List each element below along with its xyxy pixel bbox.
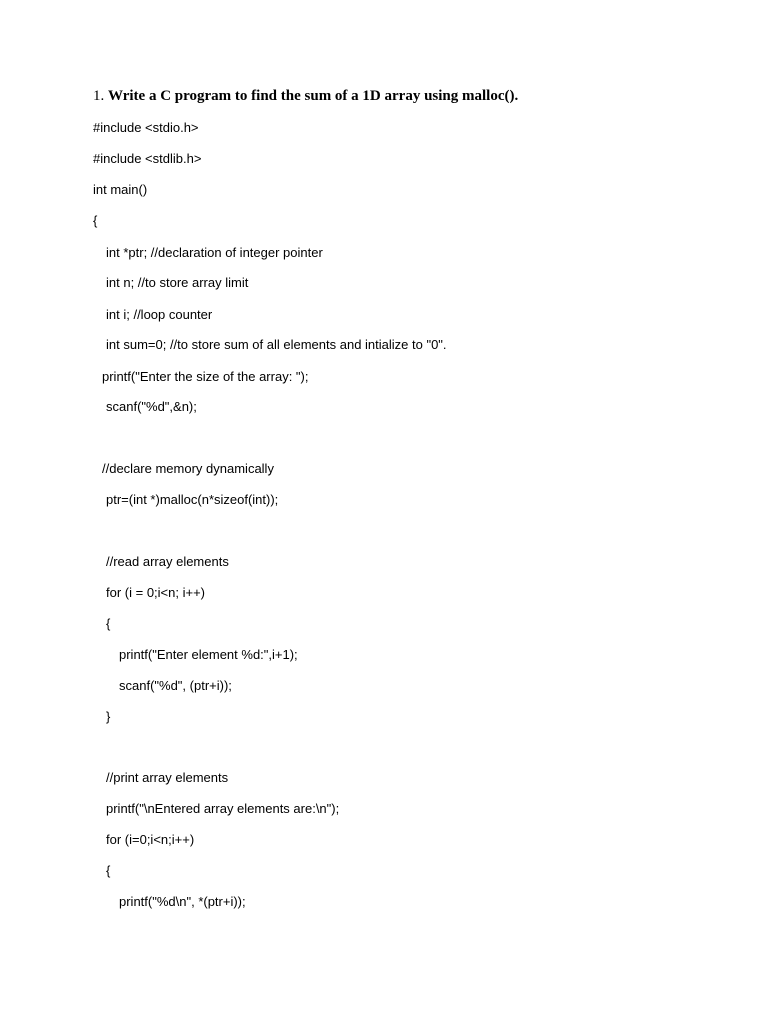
code-line-for-print: for (i=0;i<n;i++) <box>106 832 195 847</box>
code-line-printf-entered: printf("\nEntered array elements are:\n"); <box>106 801 340 816</box>
code-line-n-declaration: int n; //to store array limit <box>106 275 249 290</box>
code-line-include-stdio: #include <stdio.h> <box>93 120 199 135</box>
code-line-main-open-brace: { <box>93 213 98 228</box>
question-number: 1. <box>93 88 108 104</box>
code-line-include-stdlib: #include <stdlib.h> <box>93 151 202 166</box>
code-line-ptr-declaration: int *ptr; //declaration of integer pointer <box>106 245 323 260</box>
code-line-comment-print-elements: //print array elements <box>106 770 229 785</box>
code-line-scanf-size: scanf("%d",&n); <box>106 399 197 414</box>
code-line-for-read: for (i = 0;i<n; i++) <box>106 585 205 600</box>
code-line-i-declaration: int i; //loop counter <box>106 307 213 322</box>
code-line-for-read-open-brace: { <box>106 616 111 631</box>
code-line-malloc: ptr=(int *)malloc(n*sizeof(int)); <box>106 492 279 507</box>
code-line-for-print-open-brace: { <box>106 863 111 878</box>
code-line-sum-declaration: int sum=0; //to store sum of all elements and intialize to "0". <box>106 337 447 352</box>
code-line-for-read-close-brace: } <box>106 709 111 724</box>
code-line-printf-element: printf("Enter element %d:",i+1); <box>119 647 298 662</box>
code-line-printf-size: printf("Enter the size of the array: "); <box>102 369 309 384</box>
question-title: Write a C program to find the sum of a 1D array using malloc(). <box>108 88 519 104</box>
code-line-comment-declare-memory: //declare memory dynamically <box>102 461 274 476</box>
question-heading <box>93 86 518 106</box>
code-line-scanf-element: scanf("%d", (ptr+i)); <box>119 678 232 693</box>
code-line-printf-value: printf("%d\n", *(ptr+i)); <box>119 894 246 909</box>
code-line-comment-read-elements: //read array elements <box>106 554 229 569</box>
code-line-main-signature: int main() <box>93 182 148 197</box>
